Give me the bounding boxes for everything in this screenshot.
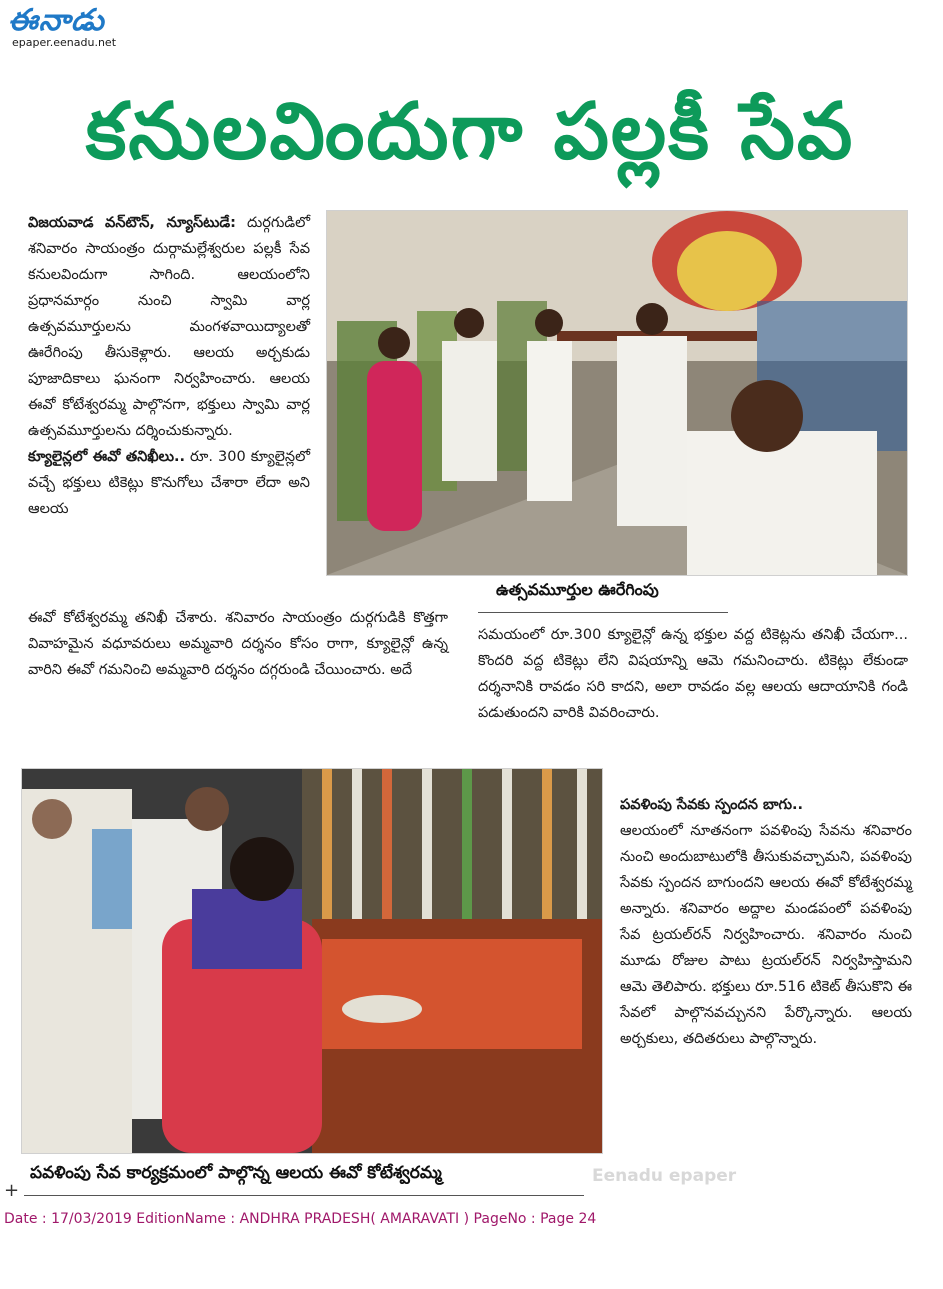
- procession-photo-image: [327, 211, 907, 575]
- article-headline: కనులవిందుగా పల్లకీ సేవ: [85, 87, 855, 177]
- queue-text-start: రూ. 300 క్యూలైన్లలో వచ్చే భక్తులు టికెట్లు కొనుగోలు చేశారా లేదా అని ఆలయ: [28, 449, 311, 517]
- procession-caption: ఉత్సవమూర్తుల ఊరేగింపు: [496, 580, 659, 599]
- ticket-check-text: సమయంలో రూ.300 క్యూలైన్లో ఉన్న భక్తుల వద్ద టికెట్లను తనిఖీ చేయగా... కొందరి వద్ద టికెట్లు లేని విషయాన్ని ఆమె గమనించారు. టికెట్లు లేకుండా దర్శనానికి రావడం సరి కాదని, అలా రావడం వల్ల ఆలయ ఆదాయానికి గండి పడుతుందని వారికి వివరించారు.: [478, 627, 908, 721]
- site-url: epaper.eenadu.net: [12, 36, 117, 49]
- subhead-queue-inspection: క్యూలైన్లలో ఈవో తనిఖీలు..: [28, 449, 185, 465]
- ceremony-photo: [21, 768, 603, 1154]
- queue-text-continued: ఈవో కోటేశ్వరమ్మ తనిఖీ చేశారు. శనివారం సాయంత్రం దుర్గగుడికి కొత్తగా వివాహమైన వధూవరులు అమ్మవారి దర్శనం కోసం రాగా, క్యూలైన్లో ఉన్న వారిని ఈవో గమనించి అమ్మవారి దర్శనం దగ్గరుండి చేయించారు. అదే: [28, 610, 448, 678]
- pavalimpu-text: ఆలయంలో నూతనంగా పవళింపు సేవను శనివారం నుంచి అందుబాటులోకి తీసుకువచ్చామని, పవళింపు సేవకు స్పందన బాగుందని ఆలయ ఈవో కోటేశ్వరమ్మ అన్నారు. శనివారం అద్దాల మండపంలో పవళింపు సేవ ట్రయల్‌రన్ నిర్వహించారు. శనివారం నుంచి మూడు రోజుల పాటు ట్రయల్‌రన్ నిర్వహిస్తామని ఆమె తెలిపారు. భక్తులు రూ.516 టికెట్ తీసుకొని ఈ సేవలో పాల్గొనవచ్చునని పేర్కొన్నారు. ఆలయ అర్చకులు, తదితరులు పాల్గొన్నారు.: [620, 823, 912, 1047]
- caption-rule-2: [24, 1195, 584, 1196]
- eenadu-logo[interactable]: [8, 4, 143, 54]
- watermark: Eenadu epaper: [592, 1166, 737, 1186]
- intro-text: దుర్గగుడిలో శనివారం సాయంత్రం దుర్గామల్లేశ్వరుల పల్లకీ సేవ కనులవిందుగా సాగింది. ఆలయంలోని ప్రధానమార్గం నుంచి స్వామి వార్ల ఉత్సవమూర్తులను మంగళవాయిద్యాలతో ఊరేగింపు తీసుకెళ్లారు. ఆలయ అర్చకుడు పూజాదికాలు ఘనంగా నిర్వహించారు. ఆలయ ఈవో కోటేశ్వరమ్మ పాల్గొనగా, భక్తులు స్వామి వార్ల ఉత్సవమూర్తులను దర్శించుకున్నారు.: [28, 215, 310, 439]
- article-column-3: [478, 622, 908, 792]
- dateline: విజయవాడ వన్‌టౌన్, న్యూస్‌టుడే:: [28, 215, 236, 231]
- article-paragraph-2: [28, 444, 310, 522]
- ceremony-photo-image: [22, 769, 602, 1153]
- article-column-4: [620, 792, 912, 1192]
- subhead-pavalimpu-seva: పవళింపు సేవకు స్పందన బాగు..: [620, 797, 803, 813]
- logo-mark: ఈనాడు: [8, 3, 105, 38]
- procession-photo: [326, 210, 908, 576]
- article-column-2: [28, 605, 448, 755]
- article-column-1: [28, 210, 310, 610]
- edition-footer: Date : 17/03/2019 EditionName : ANDHRA PRADESH( AMARAVATI ) PageNo : Page 24: [4, 1211, 597, 1227]
- crosshair-icon: +: [4, 1180, 20, 1201]
- ceremony-caption: పవళింపు సేవ కార్యక్రమంలో పాల్గొన్న ఆలయ ఈవో కోటేశ్వరమ్మ: [30, 1163, 442, 1183]
- caption-rule-1: [478, 612, 728, 613]
- article-paragraph-1: [28, 210, 310, 444]
